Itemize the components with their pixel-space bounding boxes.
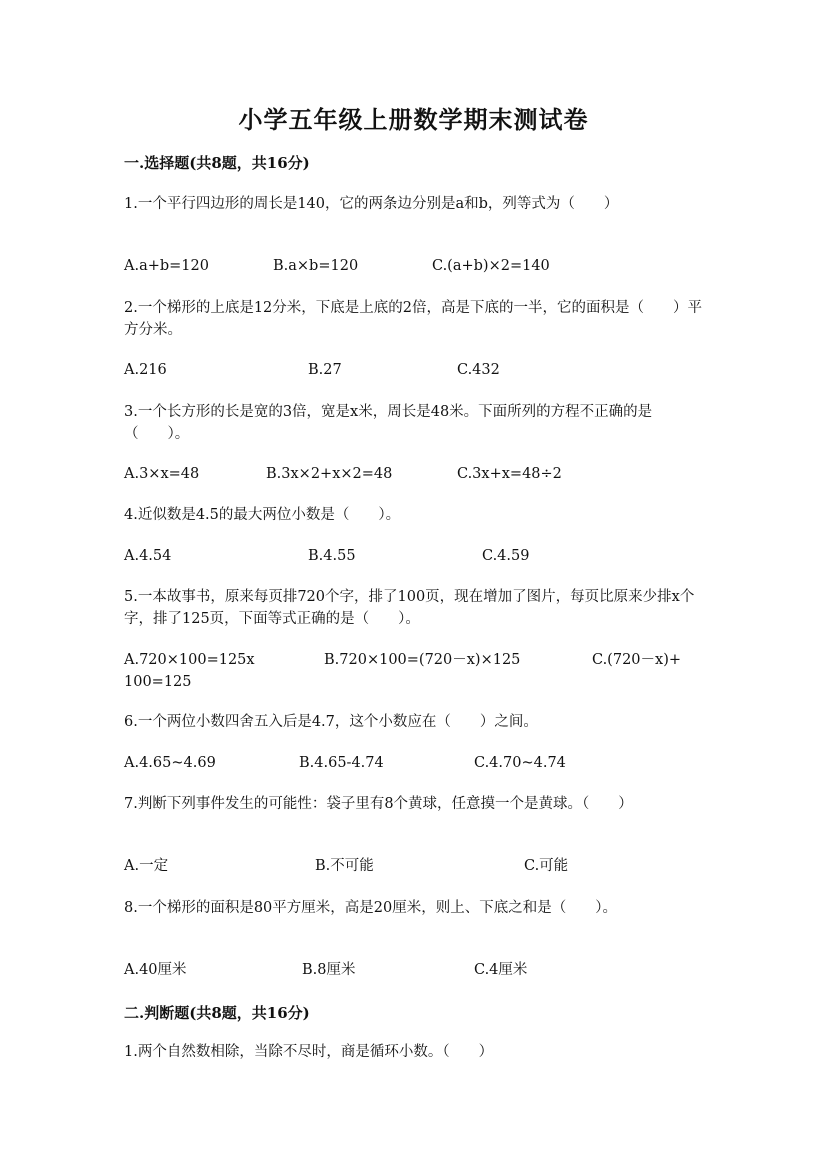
section-2-heading: 二.判断题(共8题，共16分): [124, 1004, 310, 1022]
q1-7-option-c: C.可能: [524, 858, 569, 874]
q1-6-option-c: C.4.70~4.74: [474, 755, 566, 771]
q1-3-option-c: C.3x+x=48÷2: [457, 466, 562, 482]
question-1-2: 2.一个梯形的上底是12分米，下底是上底的2倍，高是下底的一半，它的面积是（ ）平方分米。: [124, 300, 703, 338]
page-title: 小学五年级上册数学期末测试卷: [238, 105, 589, 134]
q1-1-option-c: C.(a+b)×2=140: [432, 258, 550, 274]
question-1-4: 4.近似数是4.5的最大两位小数是（ ）。: [124, 507, 401, 523]
question-1-6: 6.一个两位小数四舍五入后是4.7，这个小数应在（ ）之间。: [124, 714, 538, 730]
q1-5-option-a: A.720×100=125x: [124, 652, 255, 668]
q1-5-option-c-cont: 100=125: [124, 674, 192, 690]
q1-7-option-b: B.不可能: [315, 858, 374, 874]
question-1-5: 5.一本故事书，原来每页排720个字，排了100页，现在增加了图片，每页比原来少排x个字，排了125页，下面等式正确的是（ ）。: [124, 589, 695, 627]
q1-4-option-c: C.4.59: [482, 548, 530, 564]
q1-1-option-b: B.a×b=120: [273, 258, 359, 274]
q1-6-option-b: B.4.65-4.74: [299, 755, 384, 771]
q1-4-option-b: B.4.55: [308, 548, 356, 564]
question-2-1: 1.两个自然数相除，当除不尽时，商是循环小数。（ ）: [124, 1044, 494, 1060]
question-1-7: 7.判断下列事件发生的可能性：袋子里有8个黄球，任意摸一个是黄球。（ ）: [124, 796, 633, 812]
q1-7-option-a: A.一定: [124, 858, 169, 874]
q1-2-option-c: C.432: [457, 362, 500, 378]
q1-8-option-c: C.4厘米: [474, 962, 528, 978]
q1-8-option-b: B.8厘米: [302, 962, 356, 978]
q1-3-option-a: A.3×x=48: [124, 466, 200, 482]
q1-6-option-a: A.4.65~4.69: [124, 755, 216, 771]
q1-5-option-b: B.720×100=(720－x)×125: [324, 652, 521, 668]
q1-8-option-a: A.40厘米: [124, 962, 187, 978]
section-1-heading: 一.选择题(共8题，共16分): [124, 154, 310, 172]
q1-3-option-b: B.3x×2+x×2=48: [266, 466, 393, 482]
question-1-3: 3.一个长方形的长是宽的3倍，宽是x米，周长是48米。下面所列的方程不正确的是（ ）。: [124, 404, 653, 442]
question-1-8: 8.一个梯形的面积是80平方厘米，高是20厘米，则上、下底之和是（ ）。: [124, 900, 617, 916]
q1-2-option-a: A.216: [124, 362, 167, 378]
q1-2-option-b: B.27: [308, 362, 342, 378]
q1-1-option-a: A.a+b=120: [124, 258, 209, 274]
question-1-1: 1.一个平行四边形的周长是140，它的两条边分别是a和b，列等式为（ ）: [124, 196, 619, 212]
q1-4-option-a: A.4.54: [124, 548, 172, 564]
q1-5-option-c: C.(720－x)+: [592, 652, 682, 668]
